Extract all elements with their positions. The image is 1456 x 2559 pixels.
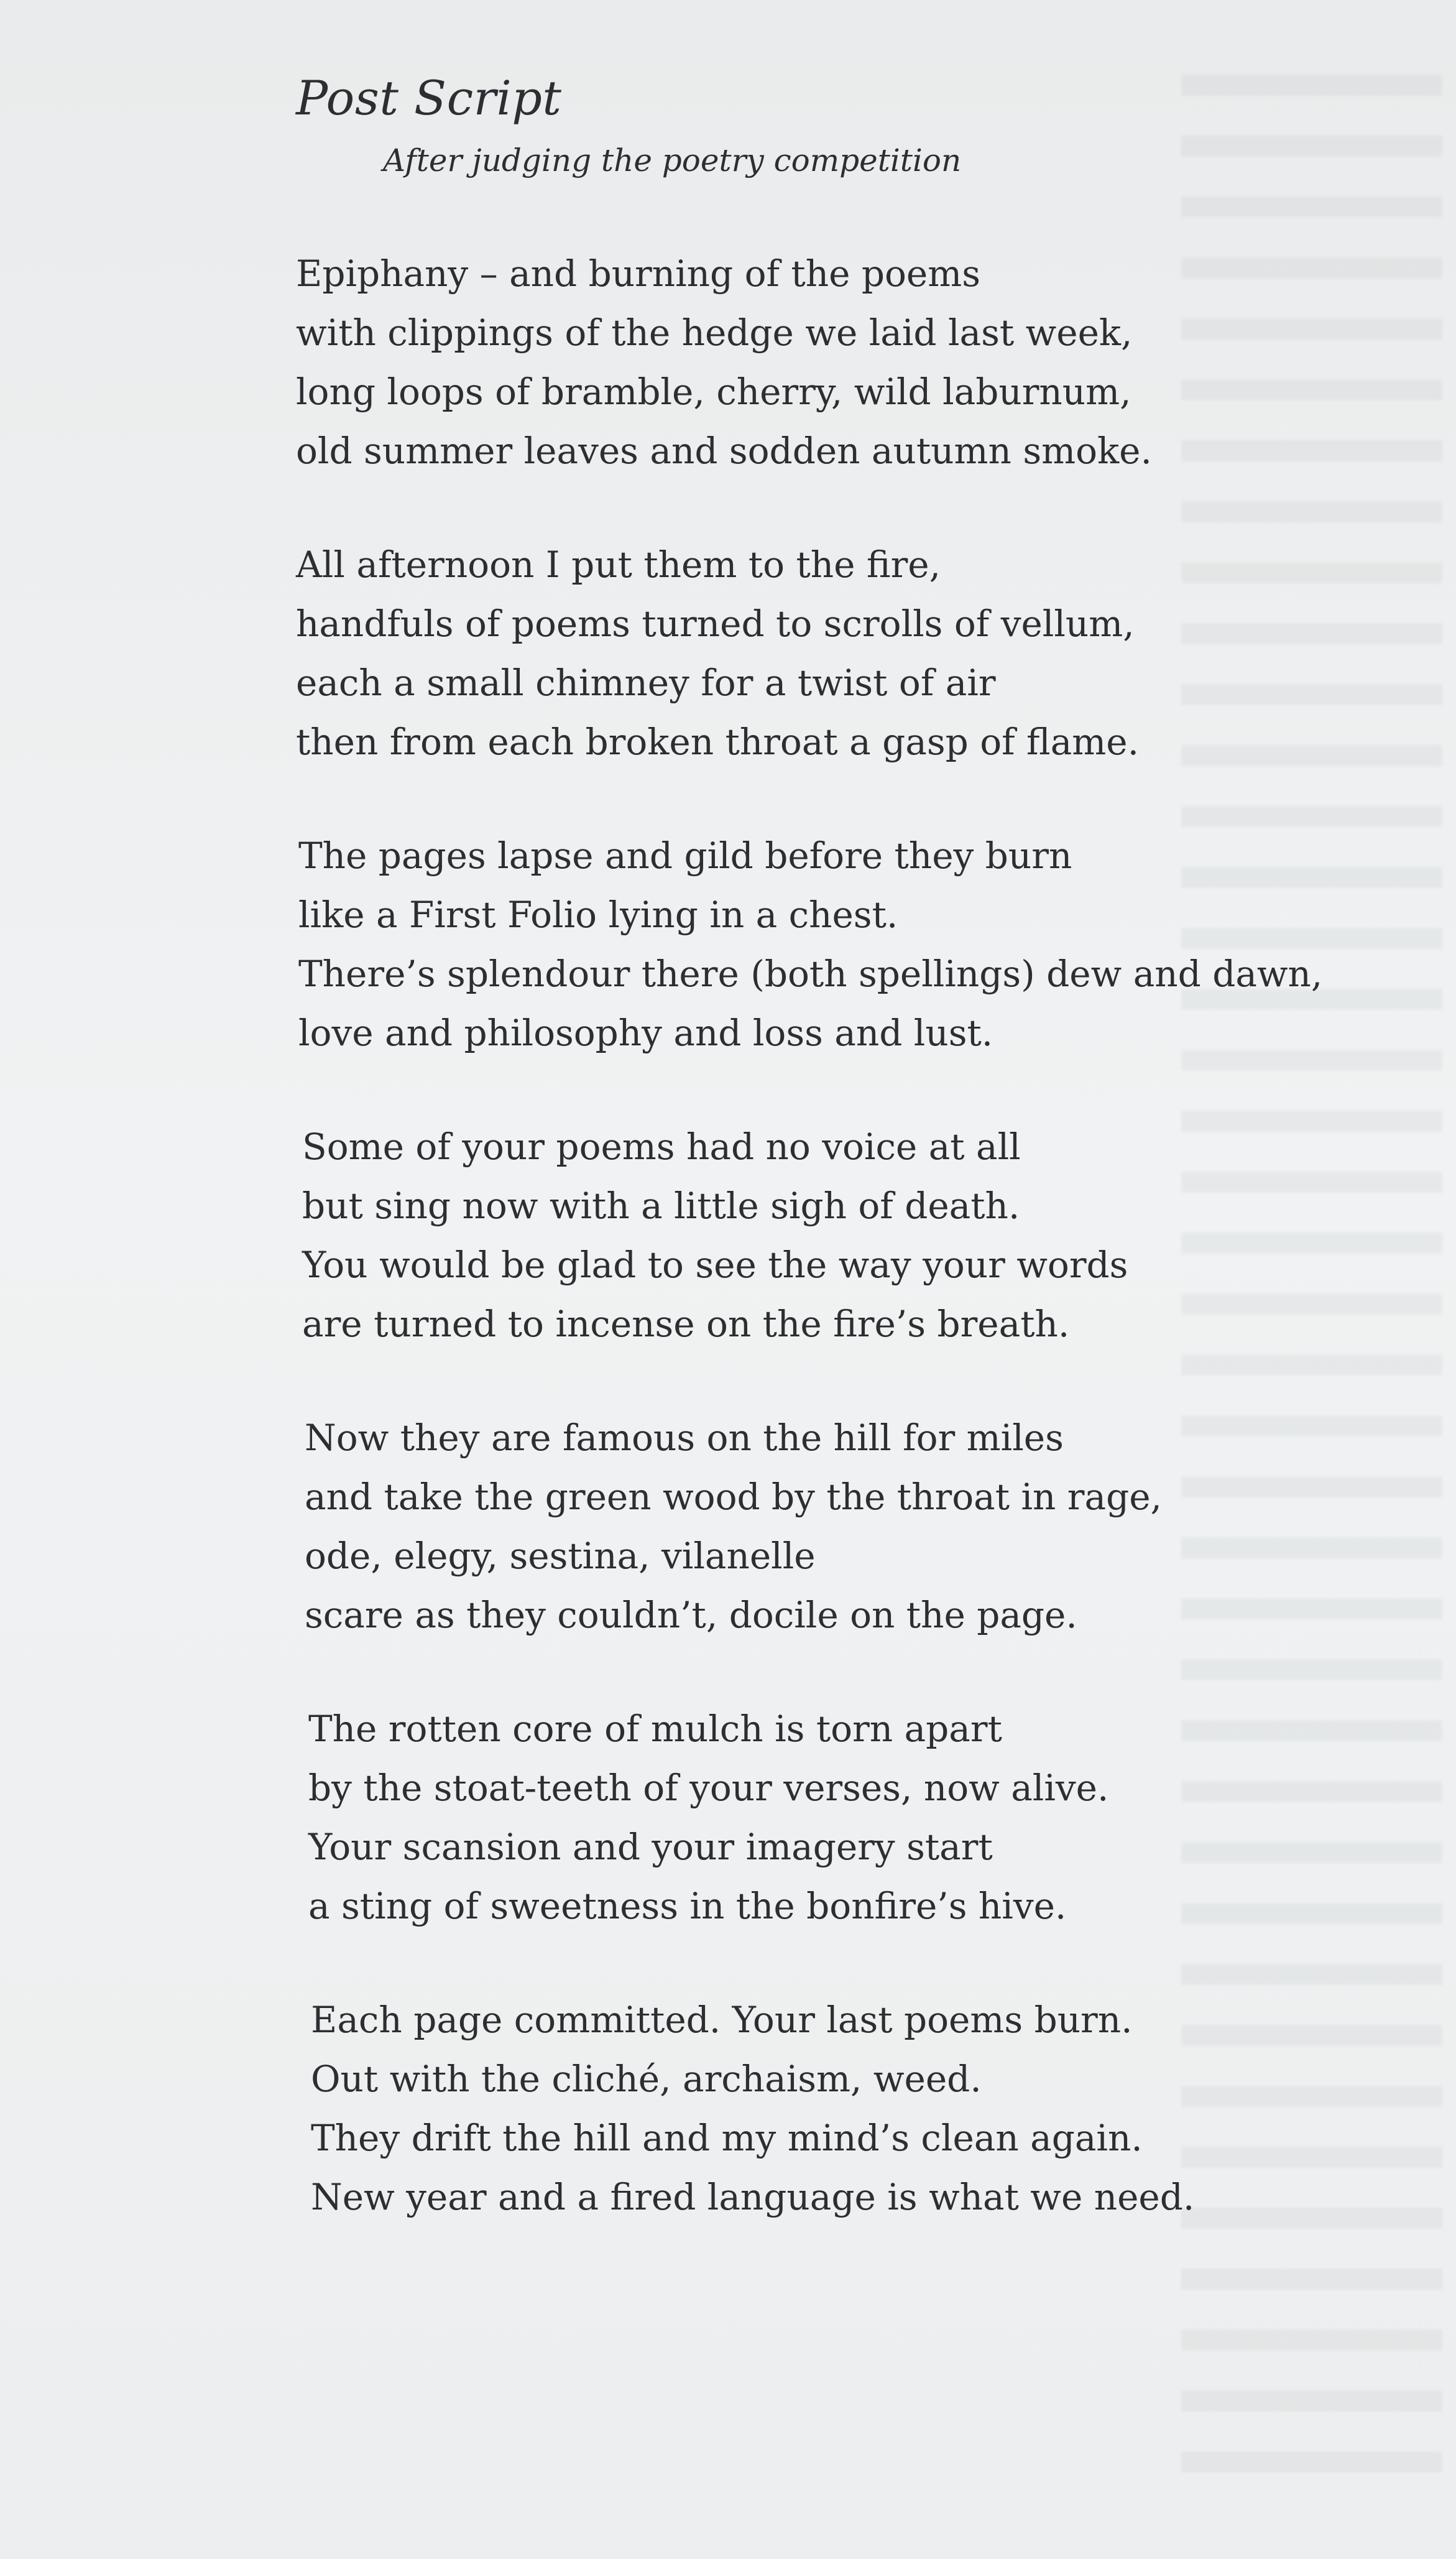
poem-line: long loops of bramble, cherry, wild laburnum, <box>296 371 1131 413</box>
poem-line: All afternoon I put them to the fire, <box>296 544 941 586</box>
stanza-1 <box>296 244 1421 481</box>
stanza-4 <box>302 1118 1421 1354</box>
poem-line: They drift the hill and my mind’s clean again. <box>311 2117 1143 2159</box>
poem-line: with clippings of the hedge we laid last week, <box>296 312 1133 354</box>
poem-line: like a First Folio lying in a chest. <box>298 894 898 936</box>
poem-line: love and philosophy and loss and lust. <box>298 1012 993 1054</box>
poem-line: You would be glad to see the way your words <box>302 1244 1128 1286</box>
poem-subtitle: After judging the poetry competition <box>383 142 962 178</box>
stanza-5 <box>305 1409 1421 1645</box>
poem <box>296 68 1421 2227</box>
poem-line: The pages lapse and gild before they burn <box>298 835 1072 877</box>
stanza-2 <box>296 535 1421 772</box>
poem-title: Post Script <box>296 70 562 126</box>
poem-line: New year and a fired language is what we need. <box>311 2176 1195 2218</box>
poem-line: by the stoat-teeth of your verses, now alive. <box>308 1767 1109 1809</box>
poem-line: ode, elegy, sestina, vilanelle <box>305 1535 816 1577</box>
poem-line: a sting of sweetness in the bonfire’s hive. <box>308 1885 1067 1927</box>
poem-line: handfuls of poems turned to scrolls of vellum, <box>296 603 1135 645</box>
poem-line: but sing now with a little sigh of death. <box>302 1185 1020 1227</box>
poem-line: There’s splendour there (both spellings) dew and dawn, <box>298 953 1323 995</box>
poem-line: Some of your poems had no voice at all <box>302 1126 1021 1168</box>
poem-line: old summer leaves and sodden autumn smoke. <box>296 430 1152 472</box>
poem-line: scare as they couldn’t, docile on the page. <box>305 1594 1077 1636</box>
poem-line: are turned to incense on the fire’s breath. <box>302 1303 1070 1345</box>
poem-line: Now they are famous on the hill for miles <box>305 1417 1064 1459</box>
stanza-7 <box>311 1991 1421 2227</box>
poem-line: and take the green wood by the throat in rage, <box>305 1476 1162 1518</box>
poem-line: Epiphany – and burning of the poems <box>296 252 980 295</box>
poem-line: Out with the cliché, archaism, weed. <box>311 2058 982 2100</box>
poem-line: then from each broken throat a gasp of flame. <box>296 721 1140 763</box>
poem-line: Each page committed. Your last poems burn. <box>311 1999 1133 2041</box>
stanza-6 <box>308 1700 1421 1936</box>
stanza-3 <box>298 826 1421 1063</box>
poem-line: Your scansion and your imagery start <box>308 1826 993 1868</box>
poem-line: each a small chimney for a twist of air <box>296 662 996 704</box>
poem-line: The rotten core of mulch is torn apart <box>308 1708 1002 1750</box>
